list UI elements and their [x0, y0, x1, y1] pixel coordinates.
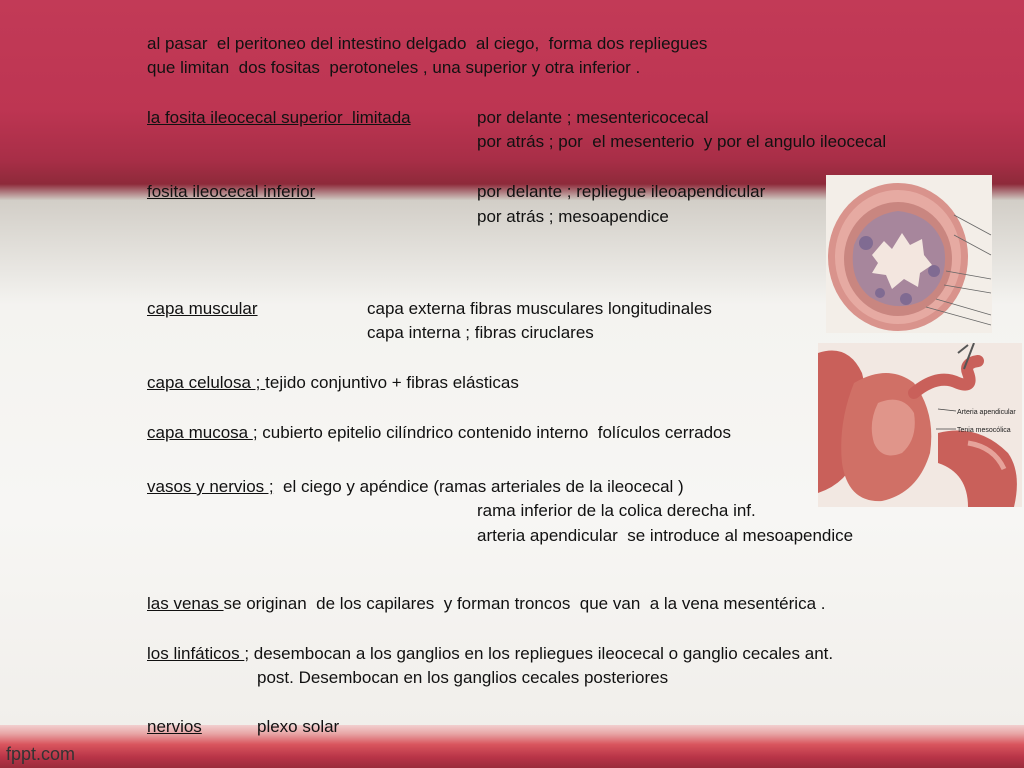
cecum-appendix-drawing: [818, 343, 1022, 507]
capa-celulosa-text: tejido conjuntivo + fibras elásticas: [265, 373, 519, 392]
fosita-inferior-label: fosita ileocecal inferior: [147, 182, 316, 201]
venas-text: se originan de los capilares y forman troncos que van a la vena mesentérica .: [223, 594, 826, 613]
intro-line-2: que limitan dos fositas perotoneles , una superior y otra inferior .: [147, 58, 641, 77]
capa-mucosa-row: [147, 423, 731, 443]
capa-muscular-label: capa muscular: [147, 299, 258, 318]
capa-muscular-line-1: capa externa fibras musculares longitudinales: [367, 299, 712, 318]
appendix-cross-section-image: [826, 175, 992, 333]
vasos-row: [147, 477, 684, 497]
linfaticos-text: ; desembocan a los ganglios en los repliegues ileocecal o ganglio cecales ant.: [244, 644, 834, 663]
fosita-inferior-line-2: por atrás ; mesoapendice: [477, 207, 669, 226]
linfaticos-line-2: post. Desembocan en los ganglios cecales posteriores: [257, 668, 669, 687]
capa-muscular-line-2: capa interna ; fibras ciruclares: [367, 323, 594, 342]
capa-mucosa-label: capa mucosa: [147, 423, 253, 442]
nervios-label: nervios: [147, 717, 202, 736]
arteria-apendicular-label: Arteria apendicular: [957, 409, 1016, 416]
fosita-superior-label: la fosita ileocecal superior limitada: [147, 108, 411, 127]
fosita-superior-line-1: por delante ; mesentericocecal: [477, 108, 709, 127]
capa-celulosa-label: capa celulosa ;: [147, 373, 266, 392]
linfaticos-label: los linfáticos: [147, 644, 245, 663]
vasos-text: el ciego y apéndice (ramas arteriales de la ileocecal ): [273, 477, 684, 496]
vasos-label: vasos y nervios ;: [147, 477, 274, 496]
cecum-appendix-image: [818, 343, 1022, 507]
tenia-mesocolica-label: Tenia mesocólica: [957, 427, 1011, 434]
linfaticos-row: [147, 644, 833, 664]
nervios-text: plexo solar: [257, 717, 340, 736]
appendix-cross-section-drawing: [826, 175, 992, 333]
venas-label: las venas: [147, 594, 224, 613]
intro-line-1: al pasar el peritoneo del intestino delgado al ciego, forma dos repliegues: [147, 34, 708, 53]
vasos-line-3: arteria apendicular se introduce al mesoapendice: [477, 526, 854, 545]
watermark: fppt.com: [6, 744, 76, 764]
fosita-inferior-line-1: por delante ; repliegue ileoapendicular: [477, 182, 766, 201]
fosita-superior-line-2: por atrás ; por el mesenterio y por el angulo ileocecal: [477, 132, 887, 151]
capa-celulosa-row: [147, 373, 519, 393]
capa-mucosa-text: ; cubierto epitelio cilíndrico contenido interno folículos cerrados: [252, 423, 731, 442]
venas-row: [147, 594, 825, 614]
vasos-line-2: rama inferior de la colica derecha inf.: [477, 501, 756, 520]
